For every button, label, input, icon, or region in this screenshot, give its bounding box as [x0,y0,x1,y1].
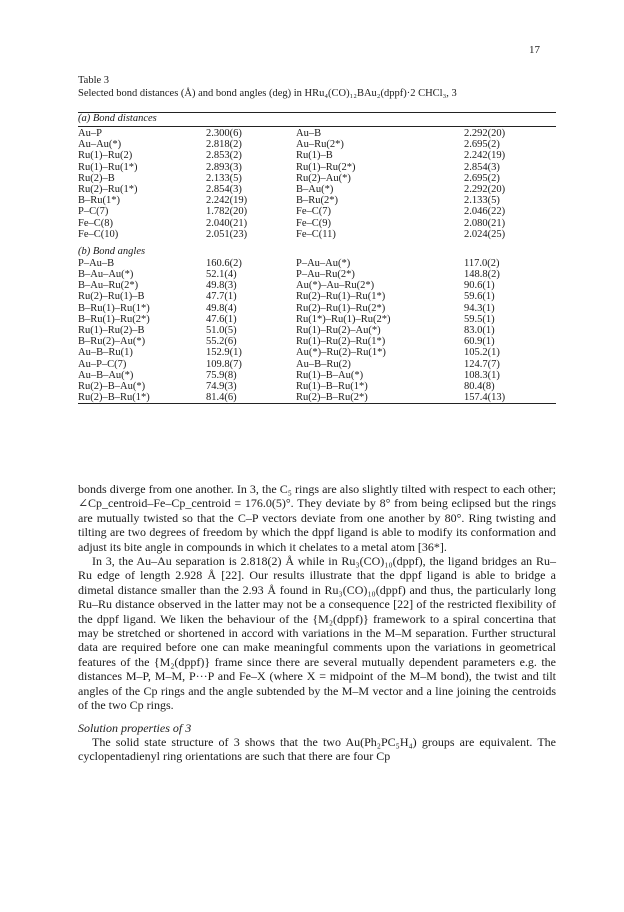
bond-value: 2.292(20) [464,128,506,139]
bond-label: Au–B–Au(*) [78,369,134,381]
bond-label: B–Ru(1*) [78,195,120,207]
bond-value: 59.5(1) [464,313,495,325]
bond-label: P–C(7) [78,206,109,218]
table-body [78,113,556,403]
bond-value: 49.8(3) [206,280,237,292]
section-subheading: Solution properties of 3 [78,720,192,735]
bond-value: 51.0(5) [206,325,237,336]
bond-value: 2.853(2) [206,150,242,162]
bond-label: Ru(2)–B–Ru(2*) [296,392,368,404]
bond-value: 105.2(1) [464,347,500,359]
table-row [78,325,556,336]
bond-value: 2.242(19) [464,150,506,162]
bond-value: 108.3(1) [464,369,500,381]
bond-value: 74.9(3) [206,380,237,392]
bond-value: 2.133(5) [464,195,500,207]
bond-value: 2.051(23) [206,228,248,240]
bond-value: 2.854(3) [206,183,242,195]
bond-value: 2.040(21) [206,217,248,229]
bond-label: P–Au–B [78,257,115,269]
bond-label: Ru(2)–Au(*) [296,172,351,184]
bond-value: 2.046(22) [464,206,506,218]
bond-label: Ru(1)–B–Au(*) [296,369,364,381]
bond-label: Ru(1)–Ru(1*) [78,161,138,173]
bond-table [78,112,556,404]
bond-label: Ru(2)–Ru(1*) [78,183,138,195]
bond-label: Au(*)–Au–Ru(2*) [296,280,375,292]
table-row [78,381,556,392]
page-number: 17 [529,44,540,56]
bond-label: B–Au–Au(*) [78,269,134,281]
bond-label: Ru(1)–Ru(2)–B [78,325,145,336]
table-row [78,359,556,370]
table-row [78,173,556,184]
bond-label: Au–B–Ru(2) [296,358,351,370]
bond-label: Fe–C(8) [78,217,113,229]
bond-label: Au–Au(*) [78,139,122,151]
bond-value: 81.4(6) [206,392,237,404]
bond-label: Ru(2)–Ru(1)–Ru(2*) [296,302,386,314]
bond-value: 94.3(1) [464,302,495,314]
bond-label: Ru(2)–B–Ru(1*) [78,392,150,404]
bond-value: 2.695(2) [464,172,500,184]
bond-value: 2.854(3) [464,161,500,173]
bond-label: B–Au–Ru(2*) [78,280,139,292]
bond-value: 2.818(2) [206,139,242,151]
table-row [78,128,556,139]
bond-value: 160.6(2) [206,257,242,269]
bond-label: Ru(1)–Ru(2)–Au(*) [296,325,381,336]
bond-value: 47.6(1) [206,313,237,325]
bond-label: Ru(1)–Ru(2) [78,150,133,162]
bond-value: 2.133(5) [206,172,242,184]
bond-label: P–Au–Ru(2*) [296,269,355,281]
bond-value: 55.2(6) [206,336,237,348]
bond-value: 1.782(20) [206,206,248,218]
bond-value: 2.242(19) [206,195,248,207]
bond-label: Au–P–C(7) [78,358,127,370]
bond-label: Au(*)–Ru(2)–Ru(1*) [296,347,386,359]
bond-label: Ru(1)–Ru(2)–Ru(1*) [296,336,386,348]
bond-value: 2.080(21) [464,217,506,229]
bond-value: 75.9(8) [206,369,237,381]
bond-value: 124.7(7) [464,358,500,370]
bond-label: Au–P [78,128,102,139]
table-label: Table 3 [78,75,110,86]
table-row [78,195,556,206]
bond-label: B–Ru(1)–Ru(1*) [78,302,150,314]
table-row [78,206,556,217]
bond-label: Ru(1*)–Ru(1)–Ru(2*) [296,313,391,325]
table-title: Selected bond distances (Å) and bond angles (deg) in HRu₄(CO)₁₂BAu₂(dppf)·2 CHCl₃, 3 [78,88,457,99]
table-row [78,184,556,195]
bond-label: Ru(1)–Ru(2*) [296,161,356,173]
bond-label: Ru(2)–Ru(1)–Ru(1*) [296,291,386,303]
bond-label: Fe–C(7) [296,206,331,218]
bond-value: 83.0(1) [464,325,495,336]
bond-label: B–Ru(1)–Ru(2*) [78,313,150,325]
bond-value: 60.9(1) [464,336,495,348]
paragraph-1: bonds diverge from one another. In 3, the C₅ rings are also slightly tilted with respect to each other; ∠Cp_centroid–Fe–Cp_centroid = 176.0(5)°. They deviate by 8° from being eclipsed but the rings are mutually twisted so that the C–P vectors deviate from one another by 80°. Ring twisting and tilting are two degrees of freedom by which the dppf ligand is able to modify its conformation and adjust its bite angle in compounds in which it chelates to a metal atom [36*]. [78,482,556,554]
section-rule [78,126,556,127]
bond-value: 2.695(2) [464,139,500,151]
table-caption [78,74,558,100]
table-row [78,150,556,161]
bond-value: 49.8(4) [206,302,237,314]
bond-label: P–Au–Au(*) [296,257,351,269]
table-row [78,291,556,302]
bond-label: Ru(1)–B [296,150,333,162]
table-row [78,303,556,314]
bond-value: 47.7(1) [206,291,237,303]
bond-value: 2.292(20) [464,183,506,195]
table-row [78,218,556,229]
bond-value: 148.8(2) [464,269,500,281]
bond-value: 109.8(7) [206,358,242,370]
paragraph-3: The solid state structure of 3 shows that the two Au(Ph₂PC₅H₄) groups are equivalent. The cyclopentadienyl ring orientations are such that there are four Cp [78,734,556,764]
bond-value: 152.9(1) [206,347,242,359]
bond-label: Fe–C(10) [78,228,119,240]
table-row [78,269,556,280]
bond-label: Au–B [296,128,322,139]
bond-label: Au–Ru(2*) [296,139,344,151]
bond-label: Au–B–Ru(1) [78,347,133,359]
table-row [78,229,556,240]
bond-label: Fe–C(11) [296,228,336,240]
table-row [78,392,556,403]
bond-value: 2.300(6) [206,128,242,139]
table-bottom-rule [78,403,556,404]
table-row [78,280,556,291]
bond-label: Ru(2)–B [78,172,115,184]
section-title: (a) Bond distances [78,113,157,124]
table-row [78,347,556,358]
table-row [78,370,556,381]
bond-label: Ru(1)–B–Ru(1*) [296,380,368,392]
bond-value: 2.024(25) [464,228,506,240]
bond-value: 2.893(3) [206,161,242,173]
bond-value: 157.4(13) [464,392,506,404]
table-row [78,162,556,173]
section-title: (b) Bond angles [78,245,146,257]
table-row [78,258,556,269]
bond-value: 117.0(2) [464,257,500,269]
bond-label: B–Au(*) [296,183,334,195]
bond-label: Ru(2)–B–Au(*) [78,380,146,392]
bond-label: B–Ru(2)–Au(*) [78,336,146,348]
table-row [78,336,556,347]
bond-label: B–Ru(2*) [296,195,338,207]
bond-value: 52.1(4) [206,269,237,281]
table-row [78,314,556,325]
body-text [78,482,556,764]
paragraph-2: In 3, the Au–Au separation is 2.818(2) Å while in Ru₃(CO)₁₀(dppf), the ligand bridges an Ru–Ru edge of length 2.928 Å [22]. Our results illustrate that the dppf ligand is able to bridge a dimetal distance smaller than the 2.93 Å found in Ru₃(CO)₁₀(dppf) and thus, the particularly long Ru–Ru distance observed in the latter may not be a consequence [22] of the restricted flexibility of the dppf ligand. We liken the behaviour of the {M₂(dppf)} framework to a spiral concertina that may be stretched or shortened in accord with variations in the M–M separation. Further structural data are required before one can make meaningful comments upon the variations in geometrical features of the {M₂(dppf)} frame since there are several mutually dependent parameters e.g. the distances M–P, M–M, P···P and Fe–X (where X = midpoint of the M–M bond), the twist and tilt angles of the Cp rings and the angle subtended by the M–M vector and a line joining the centroids of the two Cp rings. [78,554,556,713]
table-row [78,139,556,150]
bond-label: Fe–C(9) [296,217,331,229]
bond-label: Ru(2)–Ru(1)–B [78,291,145,303]
bond-value: 59.6(1) [464,291,495,303]
bond-value: 90.6(1) [464,280,495,292]
bond-value: 80.4(8) [464,380,495,392]
